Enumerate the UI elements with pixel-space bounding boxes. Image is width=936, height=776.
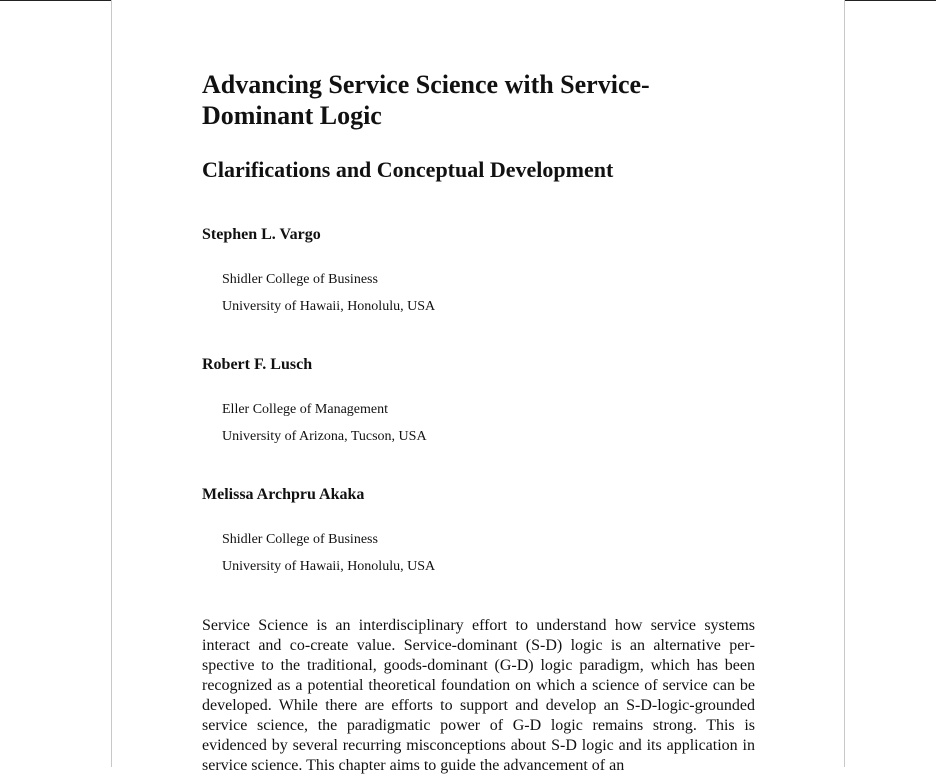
document-page [111,0,845,774]
author-affiliation: University of Arizona, Tucson, USA [222,429,427,444]
author-affiliation: University of Hawaii, Honolulu, USA [222,559,436,574]
author-name: Robert F. Lusch [202,356,313,373]
document-subtitle: Clarifications and Conceptual Development [202,157,614,182]
author-name: Stephen L. Vargo [202,226,321,243]
author-name: Melissa Archpru Akaka [202,486,365,503]
author-affiliation: University of Hawaii, Honolulu, USA [222,299,436,314]
document-title: Advancing Service Science with Service-Dominant Logic [202,70,650,130]
author-affiliation: Shidler College of Business [222,272,378,287]
author-affiliation: Shidler College of Business [222,532,378,547]
author-affiliation: Eller College of Management [222,402,388,417]
abstract-paragraph: Service Science is an interdisciplinary effort to understand how service systems interact and co-create value. Service-dominant (S-D) logic is an alternative perspective to the traditional, goods-dominant (G-D) logic paradigm, which has been recognized as a potential theoretical foundation on which a science of service can be developed. While there are efforts to support and develop an S-D-logic-grounded service science, the paradigmatic power of G-D logic remains strong. This is evidenced by several recurring misconceptions about S-D logic and its application in service science. This chapter aims to guide the advancement of an [202,617,755,774]
